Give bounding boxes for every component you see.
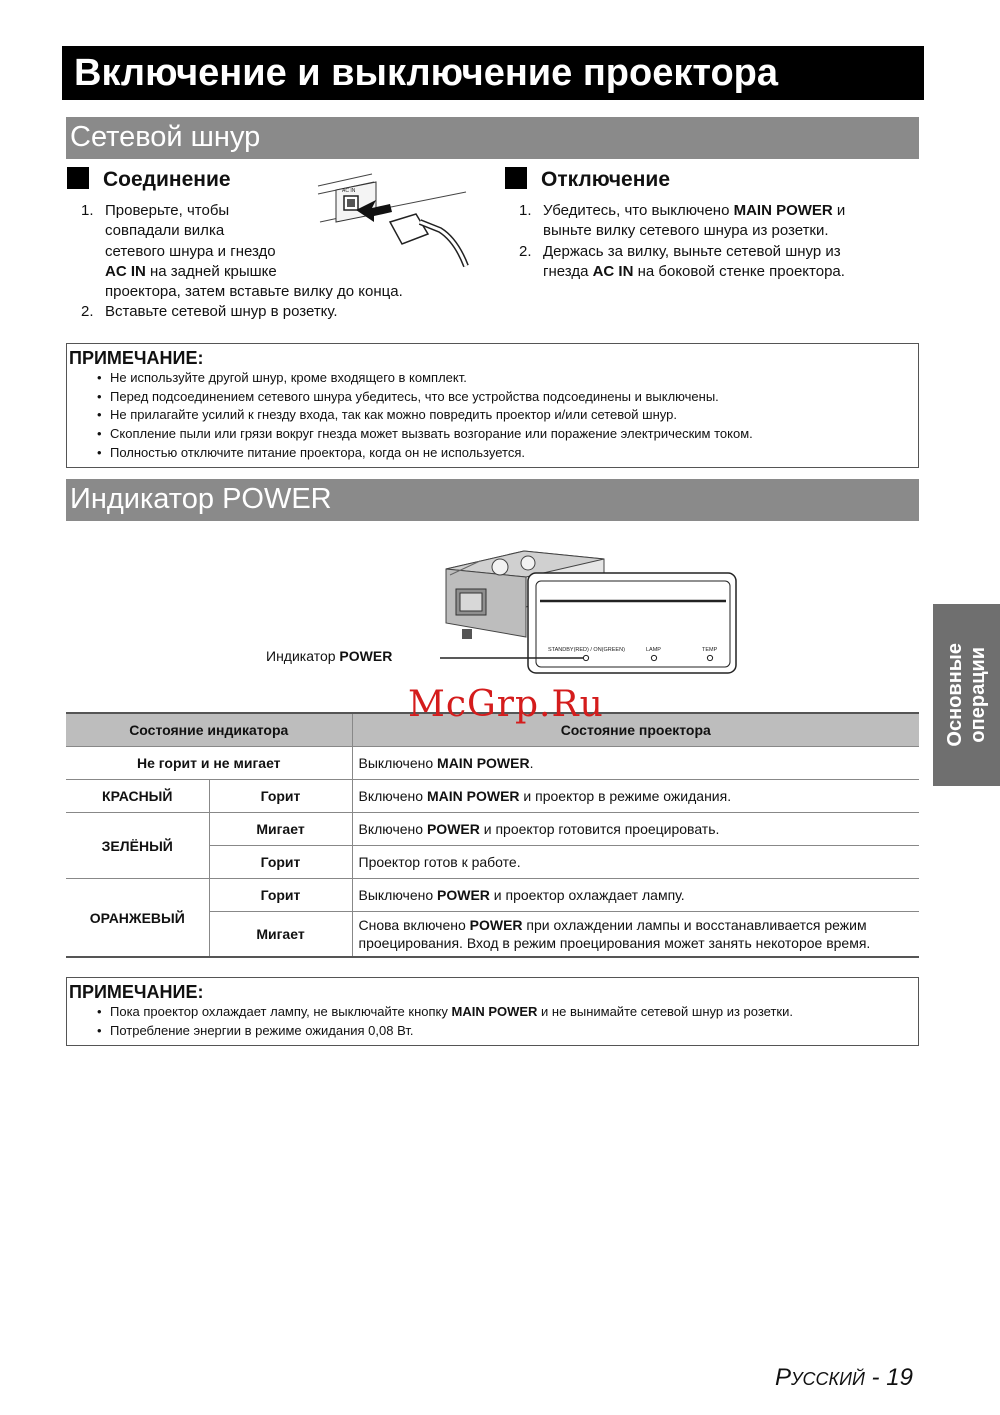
- disconnect-steps: [519, 201, 919, 282]
- list-item: • Пока проектор охлаждает лампу, не выключайте кнопку MAIN POWER и не вынимайте сетевой шнур из розетки.: [97, 1003, 918, 1022]
- standby-label: STANDBY(RED) / ON(GREEN): [548, 647, 625, 653]
- section-title-power: Индикатор POWER: [66, 479, 919, 521]
- page-footer: РУССКИЙ - 19: [775, 1364, 913, 1391]
- table-row: Не горит и не мигает Выключено MAIN POWER.: [66, 747, 919, 780]
- note-title: ПРИМЕЧАНИЕ:: [69, 348, 204, 368]
- chapter-side-tab: Основные операции: [933, 604, 1000, 786]
- table-row: ЗЕЛЁНЫЙ Мигает Включено POWER и проектор готовится проецировать.: [66, 813, 919, 846]
- power-plug-illustration: [316, 170, 476, 280]
- page-title: Включение и выключение проектора: [62, 46, 924, 100]
- list-item: • Полностью отключите питание проектора, когда он не используется.: [97, 444, 918, 463]
- note-box-power: [66, 977, 919, 1046]
- power-led-icon: [583, 655, 588, 660]
- list-item: • Перед подсоединением сетевого шнура убедитесь, что все устройства подсоединены и выключены.: [97, 388, 918, 407]
- temp-led-icon: [707, 655, 712, 660]
- table-row: Мигает Снова включено POWER при охлаждении лампы и восстанавливается режим проецирования. Вход в режим проецирования может занять некоторое время.: [66, 912, 919, 958]
- list-item: • Потребление энергии в режиме ожидания 0,08 Вт.: [97, 1022, 918, 1041]
- power-indicator-callout: Индикатор POWER: [266, 648, 393, 664]
- lamp-label: LAMP: [646, 647, 661, 653]
- table-row: КРАСНЫЙ Горит Включено MAIN POWER и проектор в режиме ожидания.: [66, 780, 919, 813]
- temp-label: TEMP: [702, 647, 718, 653]
- projector-illustration: [440, 545, 740, 675]
- list-item: 2. Вставьте сетевой шнур в розетку.: [81, 303, 338, 321]
- list-item: • Не прилагайте усилий к гнезду входа, так как можно повредить проектор и/или сетевой шнур.: [97, 406, 918, 425]
- table-row: Горит Проектор готов к работе.: [66, 846, 919, 879]
- table-row: ОРАНЖЕВЫЙ Горит Выключено POWER и проектор охлаждает лампу.: [66, 879, 919, 912]
- list-item: • Скопление пыли или грязи вокруг гнезда может вызвать возгорание или поражение электрическим током.: [97, 425, 918, 444]
- table-header: Состояние индикатора: [66, 713, 352, 747]
- watermark: McGrp.Ru: [408, 684, 604, 725]
- table-header: Состояние проектора: [352, 713, 919, 747]
- list-item: 2. Держась за вилку, выньте сетевой шнур из гнезда AC IN на боковой стенке проектора.: [519, 242, 845, 280]
- note-box-cord: [66, 343, 919, 468]
- square-bullet-icon: [67, 167, 89, 189]
- section-title-cord: Сетевой шнур: [66, 117, 919, 159]
- lamp-led-icon: [651, 655, 656, 660]
- note-title: ПРИМЕЧАНИЕ:: [69, 982, 204, 1002]
- list-item: • Не используйте другой шнур, кроме входящего в комплект.: [97, 369, 918, 388]
- list-item: 1. Проверьте, чтобы совпадали вилка сетевого шнура и гнездо AC IN на задней крышке проектора, затем вставьте вилку до конца.: [81, 202, 403, 301]
- page-number: 19: [886, 1364, 913, 1391]
- list-item: 1. Убедитесь, что выключено MAIN POWER и выньте вилку сетевого шнура из розетки.: [519, 202, 846, 240]
- disconnect-heading: Отключение: [505, 167, 670, 193]
- square-bullet-icon: [505, 167, 527, 189]
- note-list: [69, 369, 918, 463]
- note-list: [69, 1003, 918, 1040]
- ac-in-label: AC IN: [342, 188, 356, 194]
- indicator-state-table: [66, 712, 919, 958]
- connect-heading: Соединение: [67, 167, 231, 193]
